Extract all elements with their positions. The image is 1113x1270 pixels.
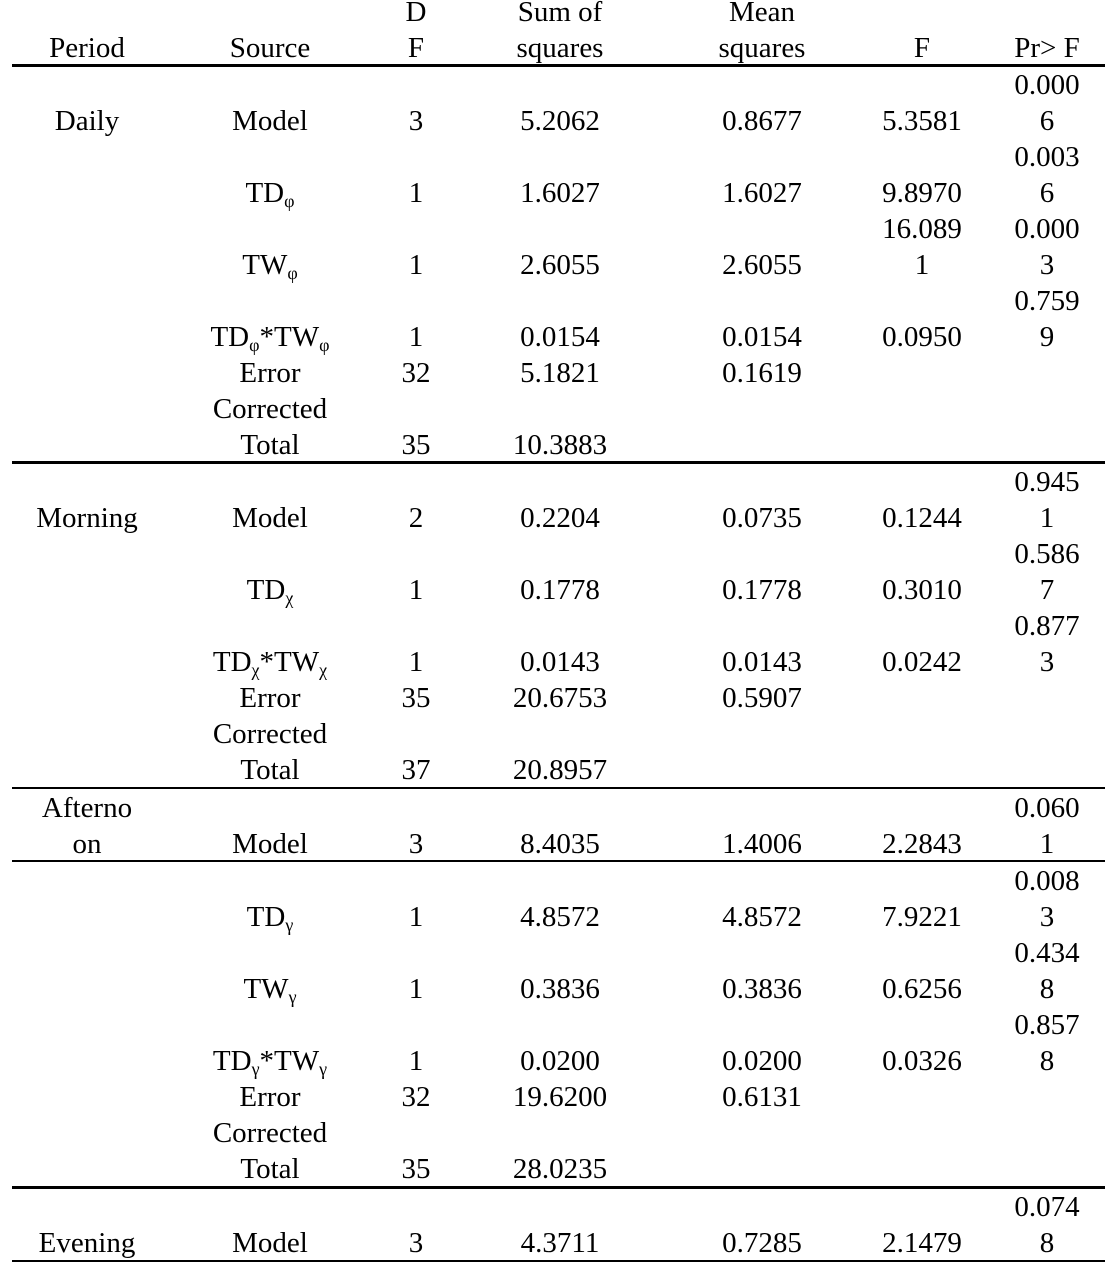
ss-cell: 20.8957: [512, 754, 608, 786]
df-cell: 1: [408, 646, 424, 678]
header-p: Pr> F: [1014, 32, 1080, 64]
p-cell-line2: 9: [1039, 321, 1055, 353]
source-cell: $TW_\gamma$: [243, 973, 297, 1007]
p-cell-line1: 0.003: [1014, 141, 1080, 173]
p-cell-line1: 0.000: [1014, 213, 1080, 245]
source-cell: Error: [239, 682, 301, 714]
df-cell: 1: [408, 1045, 424, 1077]
ss-cell: 0.2204: [520, 502, 600, 534]
source-cell: Model: [232, 105, 308, 137]
source-cell: $TW_\varphi$: [242, 249, 298, 283]
header-rule: [12, 64, 1105, 67]
ms-cell: 0.7285: [722, 1227, 802, 1259]
ss-cell: 0.0143: [520, 646, 600, 678]
ss-cell: 5.1821: [520, 357, 600, 389]
f-cell: 5.3581: [882, 105, 962, 137]
df-cell: 37: [401, 754, 431, 786]
source-cell: Model: [232, 1227, 308, 1259]
f-cell: 0.3010: [882, 574, 962, 606]
df-cell: 35: [401, 1153, 431, 1185]
bottom-rule: [12, 1260, 1105, 1262]
ms-cell: 0.8677: [722, 105, 802, 137]
df-cell: 1: [408, 574, 424, 606]
ms-cell: 0.3836: [722, 973, 802, 1005]
source-cell-line2: Total: [240, 754, 300, 786]
p-cell-line1: 0.945: [1014, 466, 1080, 498]
ms-cell: 0.6131: [722, 1081, 802, 1113]
source-cell: $TD_\gamma$: [246, 901, 294, 935]
df-cell: 1: [408, 177, 424, 209]
f-cell: 7.9221: [882, 901, 962, 933]
ss-cell: 1.6027: [520, 177, 600, 209]
ms-cell: 0.1778: [722, 574, 802, 606]
ss-cell: 0.0154: [520, 321, 600, 353]
ss-cell: 0.0200: [520, 1045, 600, 1077]
ss-cell: 4.8572: [520, 901, 600, 933]
ss-cell: 20.6753: [512, 682, 608, 714]
f-cell: 0.0326: [882, 1045, 962, 1077]
ms-cell: 0.0735: [722, 502, 802, 534]
source-cell-line2: Total: [240, 429, 300, 461]
source-cell: Model: [232, 828, 308, 860]
p-cell-line2: 6: [1039, 177, 1055, 209]
source-cell-line2: Total: [240, 1153, 300, 1185]
df-cell: 3: [408, 105, 424, 137]
p-cell-line2: 3: [1039, 249, 1055, 281]
source-cell: Error: [239, 1081, 301, 1113]
ms-cell: 0.1619: [722, 357, 802, 389]
df-cell: 3: [408, 828, 424, 860]
source-cell: $TD_\chi*TW_\chi$: [212, 646, 328, 680]
header-period: Period: [49, 32, 125, 64]
p-cell-line1: 0.759: [1014, 285, 1080, 317]
p-cell-line2: 8: [1039, 973, 1055, 1005]
ms-cell: 4.8572: [722, 901, 802, 933]
p-cell-line1: 0.008: [1014, 865, 1080, 897]
df-cell: 3: [408, 1227, 424, 1259]
df-cell: 35: [401, 429, 431, 461]
source-cell: $TD_\varphi*TW_\varphi$: [210, 321, 330, 355]
f-cell: 9.8970: [882, 177, 962, 209]
source-cell: $TD_\chi$: [246, 574, 294, 608]
period-daily: Daily: [54, 105, 120, 137]
p-cell-line2: 6: [1039, 105, 1055, 137]
df-cell: 1: [408, 973, 424, 1005]
ss-cell: 0.3836: [520, 973, 600, 1005]
p-cell-line2: 8: [1039, 1227, 1055, 1259]
df-cell: 32: [401, 1081, 431, 1113]
source-cell-line1: Corrected: [212, 393, 328, 425]
period-evening: Evening: [38, 1227, 136, 1259]
ms-cell: 0.0143: [722, 646, 802, 678]
ss-cell: 19.6200: [512, 1081, 608, 1113]
ms-cell: 0.0200: [722, 1045, 802, 1077]
ms-cell: 0.0154: [722, 321, 802, 353]
f-cell: 0.0950: [882, 321, 962, 353]
p-cell-line2: 7: [1039, 574, 1055, 606]
f-cell-line1: 16.089: [882, 213, 962, 245]
ms-cell: 0.5907: [722, 682, 802, 714]
header-source: Source: [229, 32, 311, 64]
section-rule: [12, 461, 1105, 464]
f-cell: 0.6256: [882, 973, 962, 1005]
ms-cell: 1.4006: [722, 828, 802, 860]
df-cell: 32: [401, 357, 431, 389]
source-cell-line1: Corrected: [212, 1117, 328, 1149]
p-cell-line1: 0.857: [1014, 1009, 1080, 1041]
f-cell: 0.1244: [882, 502, 962, 534]
f-cell-line2: 1: [914, 249, 930, 281]
p-cell-line1: 0.586: [1014, 538, 1080, 570]
p-cell-line2: 1: [1039, 828, 1055, 860]
section-rule: [12, 787, 1105, 789]
p-cell-line1: 0.060: [1014, 792, 1080, 824]
df-cell: 2: [408, 502, 424, 534]
ss-cell: 5.2062: [520, 105, 600, 137]
p-cell-line2: 8: [1039, 1045, 1055, 1077]
ss-cell: 2.6055: [520, 249, 600, 281]
df-cell: 35: [401, 682, 431, 714]
p-cell-line2: 3: [1039, 646, 1055, 678]
df-cell: 1: [408, 249, 424, 281]
p-cell-line2: 3: [1039, 901, 1055, 933]
f-cell: 2.2843: [882, 828, 962, 860]
header-ss-line2: squares: [516, 32, 604, 64]
source-cell: Error: [239, 357, 301, 389]
df-cell: 1: [408, 901, 424, 933]
ss-cell: 28.0235: [512, 1153, 608, 1185]
period-afternoon-line1: Afterno: [41, 792, 133, 824]
p-cell-line1: 0.434: [1014, 937, 1080, 969]
ss-cell: 10.3883: [512, 429, 608, 461]
period-morning: Morning: [36, 502, 138, 534]
df-cell: 1: [408, 321, 424, 353]
p-cell-line1: 0.877: [1014, 610, 1080, 642]
source-cell: $TD_\gamma*TW_\gamma$: [212, 1045, 328, 1079]
header-ms-line2: squares: [718, 32, 806, 64]
f-cell: 2.1479: [882, 1227, 962, 1259]
header-df-line2: F: [407, 32, 425, 64]
ss-cell: 4.3711: [520, 1227, 600, 1259]
section-rule: [12, 860, 1105, 862]
ms-cell: 2.6055: [722, 249, 802, 281]
source-cell: Model: [232, 502, 308, 534]
source-cell: $TD_\varphi$: [245, 177, 295, 211]
source-cell-line1: Corrected: [212, 718, 328, 750]
header-df-line1: D: [405, 0, 427, 28]
section-rule: [12, 1186, 1105, 1189]
p-cell-line1: 0.000: [1014, 69, 1080, 101]
ms-cell: 1.6027: [722, 177, 802, 209]
header-f: F: [913, 32, 931, 64]
p-cell-line1: 0.074: [1014, 1191, 1080, 1223]
f-cell: 0.0242: [882, 646, 962, 678]
ss-cell: 0.1778: [520, 574, 600, 606]
header-ss-line1: Sum of: [517, 0, 603, 28]
period-afternoon-line2: on: [72, 828, 102, 860]
header-ms-line1: Mean: [728, 0, 796, 28]
ss-cell: 8.4035: [520, 828, 600, 860]
p-cell-line2: 1: [1039, 502, 1055, 534]
